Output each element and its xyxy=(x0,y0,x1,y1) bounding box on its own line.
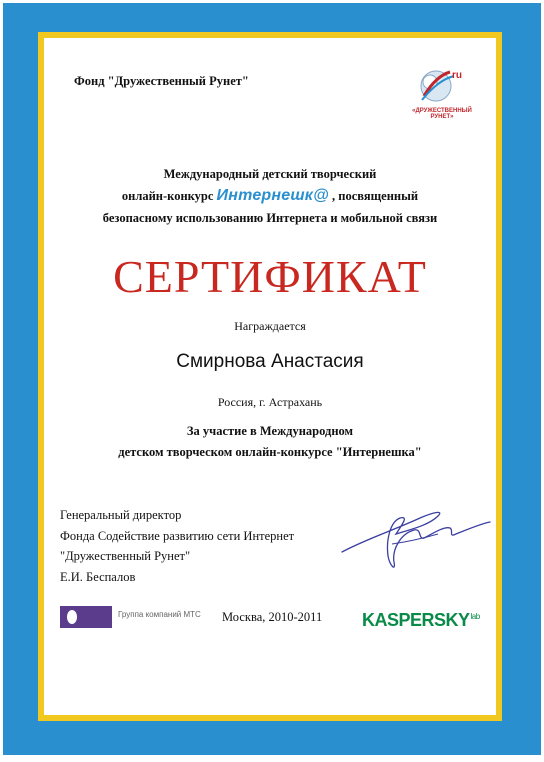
signatory-organization: Фонда Содействие развитию сети Интернет xyxy=(60,528,295,543)
contest-brand: Интернешк@ xyxy=(216,187,329,204)
logo-domain-text: ru xyxy=(452,70,462,81)
logo-caption: «ДРУЖЕСТВЕННЫЙ РУНЕТ» xyxy=(412,108,472,120)
kaspersky-wordmark: KASPERSKY xyxy=(362,610,470,630)
place-and-date: Москва, 2010-2011 xyxy=(222,610,323,624)
recipient-name: Смирнова Анастасия xyxy=(176,351,364,372)
mts-egg-icon xyxy=(60,606,112,628)
signatory-title: Генеральный директор xyxy=(60,508,182,522)
certificate-paper xyxy=(44,38,496,715)
globe-logo-icon xyxy=(402,62,482,108)
reason-line-2: детском творческом онлайн-конкурсе "Интернешка" xyxy=(118,445,422,459)
certificate-title: СЕРТИФИКАТ xyxy=(113,251,427,302)
intro-prefix: онлайн-конкурс xyxy=(121,189,214,203)
mts-group-label: Группа компаний МТС xyxy=(118,610,201,619)
signatory-block xyxy=(60,505,294,587)
signatory-name: Е.И. Беспалов xyxy=(60,569,136,584)
intro-line-1: Международный детский творческий xyxy=(163,167,377,181)
intro-line-3: безопасному использованию Интернета и мобильной связи xyxy=(102,211,438,225)
signatory-organization-name: "Дружественный Рунет" xyxy=(60,549,191,563)
intro-line-2 xyxy=(44,185,496,207)
reason-line-1: За участие в Международном xyxy=(186,424,354,438)
druzhestvenny-runet-logo xyxy=(402,62,482,120)
mts-sponsor-logo xyxy=(60,606,200,628)
kaspersky-lab-logo xyxy=(362,610,480,631)
intro-suffix: , посвященный xyxy=(332,189,419,203)
recipient-location: Россия, г. Астрахань xyxy=(217,395,323,409)
awarded-label: Награждается xyxy=(234,319,306,333)
contest-intro xyxy=(44,163,496,229)
fund-name: Фонд "Дружественный Рунет" xyxy=(74,74,249,88)
handwritten-signature xyxy=(334,500,494,580)
award-reason xyxy=(44,421,496,463)
kaspersky-lab-suffix: lab xyxy=(470,612,480,621)
